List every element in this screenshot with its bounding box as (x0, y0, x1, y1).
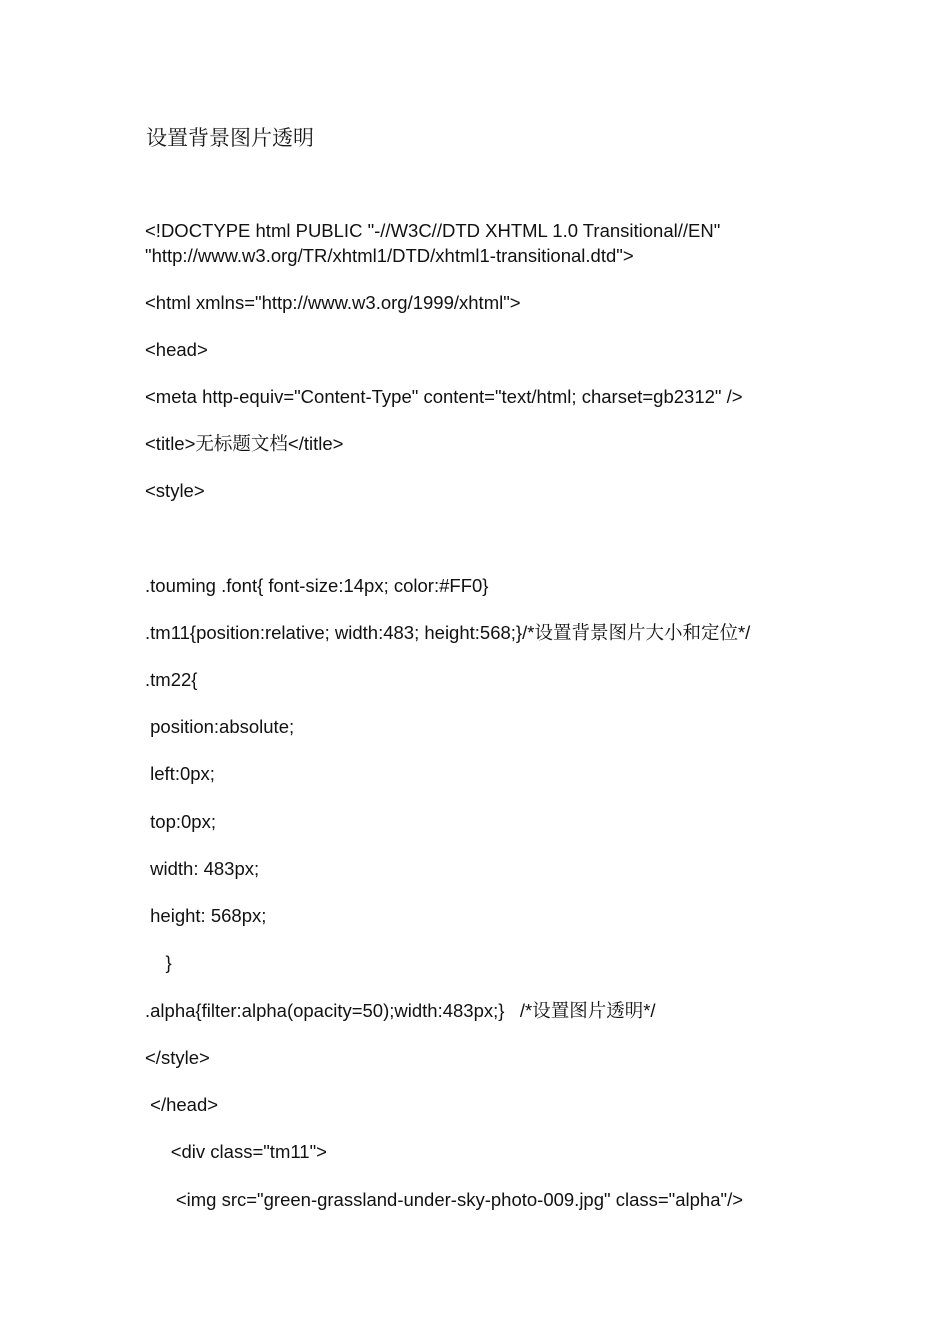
code-line: <head> (145, 339, 208, 360)
code-line: <!DOCTYPE html PUBLIC "-//W3C//DTD XHTML 1.0 Transitional//EN" (145, 220, 721, 241)
code-line: </style> (145, 1047, 210, 1068)
code-line: .tm22{ (145, 669, 198, 690)
code-line: <html xmlns="http://www.w3.org/1999/xhtml"> (145, 292, 521, 313)
code-line: <style> (145, 480, 205, 501)
code-line: <img src="green-grassland-under-sky-photo-009.jpg" class="alpha"/> (145, 1189, 744, 1210)
code-line: <meta http-equiv="Content-Type" content="text/html; charset=gb2312" /> (145, 386, 743, 407)
code-line: .tm11{position:relative; width:483; height:568;}/*设置背景图片大小和定位*/ (145, 622, 751, 643)
code-line: width: 483px; (145, 858, 260, 879)
code-line: position:absolute; (145, 716, 295, 737)
document-title: 设置背景图片透明 (146, 126, 314, 150)
code-line: </head> (145, 1094, 219, 1115)
code-line: } (145, 952, 172, 973)
code-line: height: 568px; (145, 905, 267, 926)
code-line: <title>无标题文档</title> (145, 433, 344, 454)
code-line: .alpha{filter:alpha(opacity=50);width:483px;} /*设置图片透明*/ (145, 1000, 656, 1021)
code-line: .touming .font{ font-size:14px; color:#FF0} (145, 575, 489, 596)
code-line: "http://www.w3.org/TR/xhtml1/DTD/xhtml1-transitional.dtd"> (145, 245, 634, 266)
code-line: left:0px; (145, 763, 215, 784)
code-line: top:0px; (145, 811, 216, 832)
code-line: <div class="tm11"> (145, 1141, 327, 1162)
